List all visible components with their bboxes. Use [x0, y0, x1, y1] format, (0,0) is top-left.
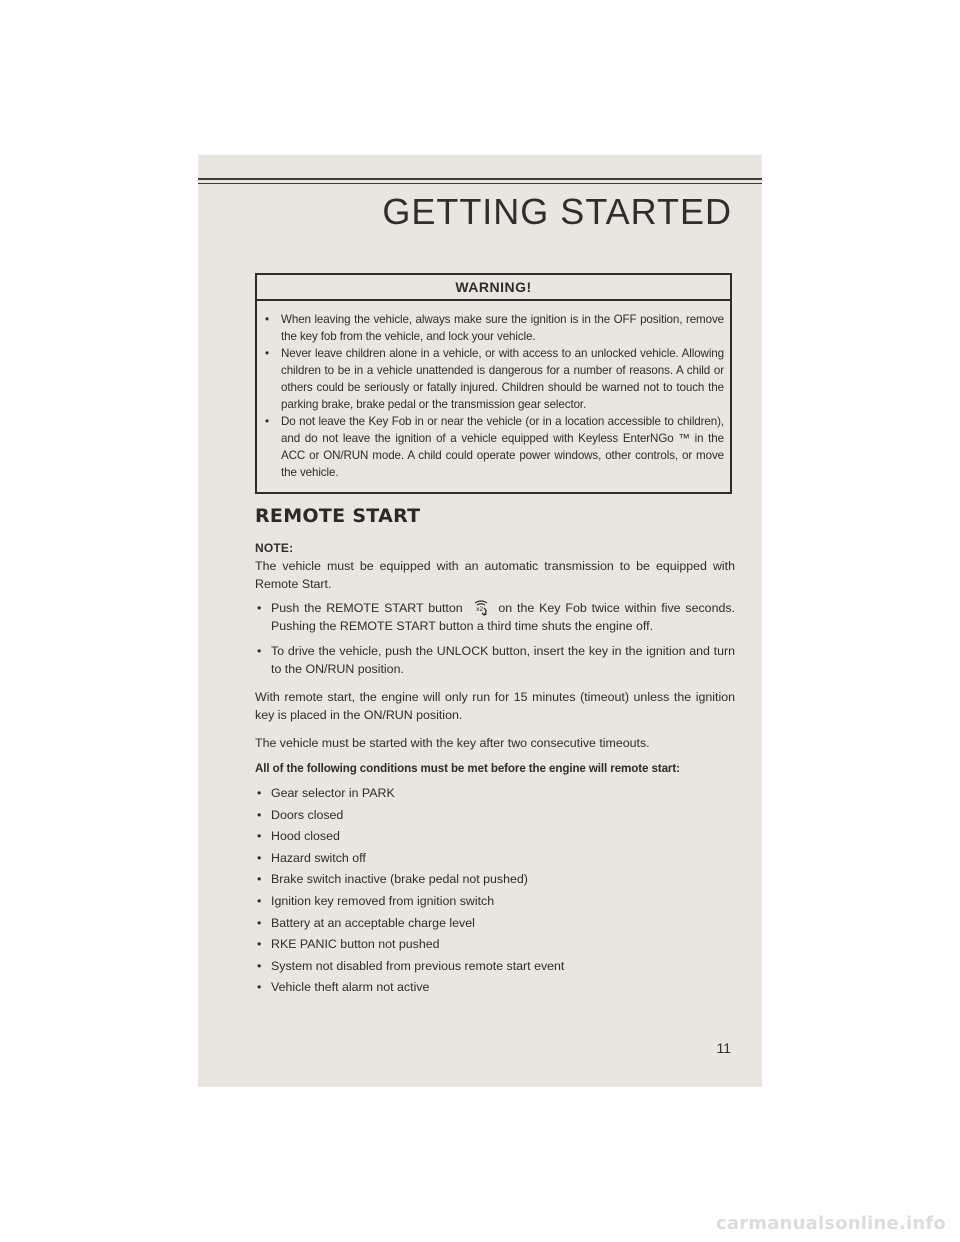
manual-page: [198, 155, 762, 1087]
condition-item: • Brake switch inactive (brake pedal not pushed): [255, 870, 735, 888]
remote-start-section: [255, 505, 735, 1000]
svg-text:x2: x2: [475, 606, 483, 613]
condition-item: • Battery at an acceptable charge level: [255, 914, 735, 932]
condition-item: • Doors closed: [255, 806, 735, 824]
warning-list: [257, 301, 730, 481]
warning-item: • When leaving the vehicle, always make sure the ignition is in the OFF position, remove the key fob from the vehicle, and lock your vehicle.: [263, 311, 724, 345]
timeout-paragraph: With remote start, the engine will only run for 15 minutes (timeout) unless the ignition key is placed in the ON/RUN position.: [255, 690, 735, 722]
instruction-text: on the Key Fob twice within five seconds. Pushing the REMOTE START button a third time shuts the engine off.: [271, 601, 735, 633]
condition-item: • Gear selector in PARK: [255, 784, 735, 802]
instruction-list: [255, 599, 735, 678]
note-text: The vehicle must be equipped with an automatic transmission to be equipped with Remote Start.: [255, 559, 735, 591]
condition-item: • RKE PANIC button not pushed: [255, 935, 735, 953]
header-rule-thin: [198, 183, 762, 184]
consecutive-paragraph: The vehicle must be started with the key after two consecutive timeouts.: [255, 736, 650, 750]
warning-title: WARNING!: [257, 275, 730, 301]
instruction-item: • To drive the vehicle, push the UNLOCK button, insert the key in the ignition and turn to the ON/RUN position.: [255, 642, 735, 678]
page-number: 11: [716, 1040, 731, 1056]
section-title: GETTING STARTED: [382, 191, 732, 232]
instruction-text: Push the REMOTE START button: [271, 601, 463, 615]
section-heading: REMOTE START: [255, 505, 421, 527]
conditions-list: [255, 784, 735, 996]
note-label: NOTE:: [255, 541, 294, 555]
condition-item: • System not disabled from previous remote start event: [255, 957, 735, 975]
remote-start-icon: [468, 600, 494, 616]
watermark: carmanualsonline.info: [715, 1213, 946, 1234]
instruction-item: [255, 599, 735, 635]
conditions-heading: All of the following conditions must be met before the engine will remote start:: [255, 762, 680, 775]
warning-item: • Never leave children alone in a vehicle, or with access to an unlocked vehicle. Allowing children to be in a vehicle unattended is dangerous for a number of reasons. A child or others could be seriously or fatally injured. Children should be warned not to touch the parking brake, brake pedal or the transmission gear selector.: [263, 345, 724, 413]
warning-box: [255, 273, 732, 494]
condition-item: • Hazard switch off: [255, 849, 735, 867]
header-rule-thick: [198, 178, 762, 180]
condition-item: • Hood closed: [255, 827, 735, 845]
warning-item: • Do not leave the Key Fob in or near the vehicle (or in a location accessible to children), and do not leave the ignition of a vehicle equipped with Keyless EnterNGo ™ in the ACC or ON/RUN mode. A child could operate power windows, other controls, or move the vehicle.: [263, 413, 724, 481]
condition-item: • Ignition key removed from ignition switch: [255, 892, 735, 910]
condition-item: • Vehicle theft alarm not active: [255, 978, 735, 996]
